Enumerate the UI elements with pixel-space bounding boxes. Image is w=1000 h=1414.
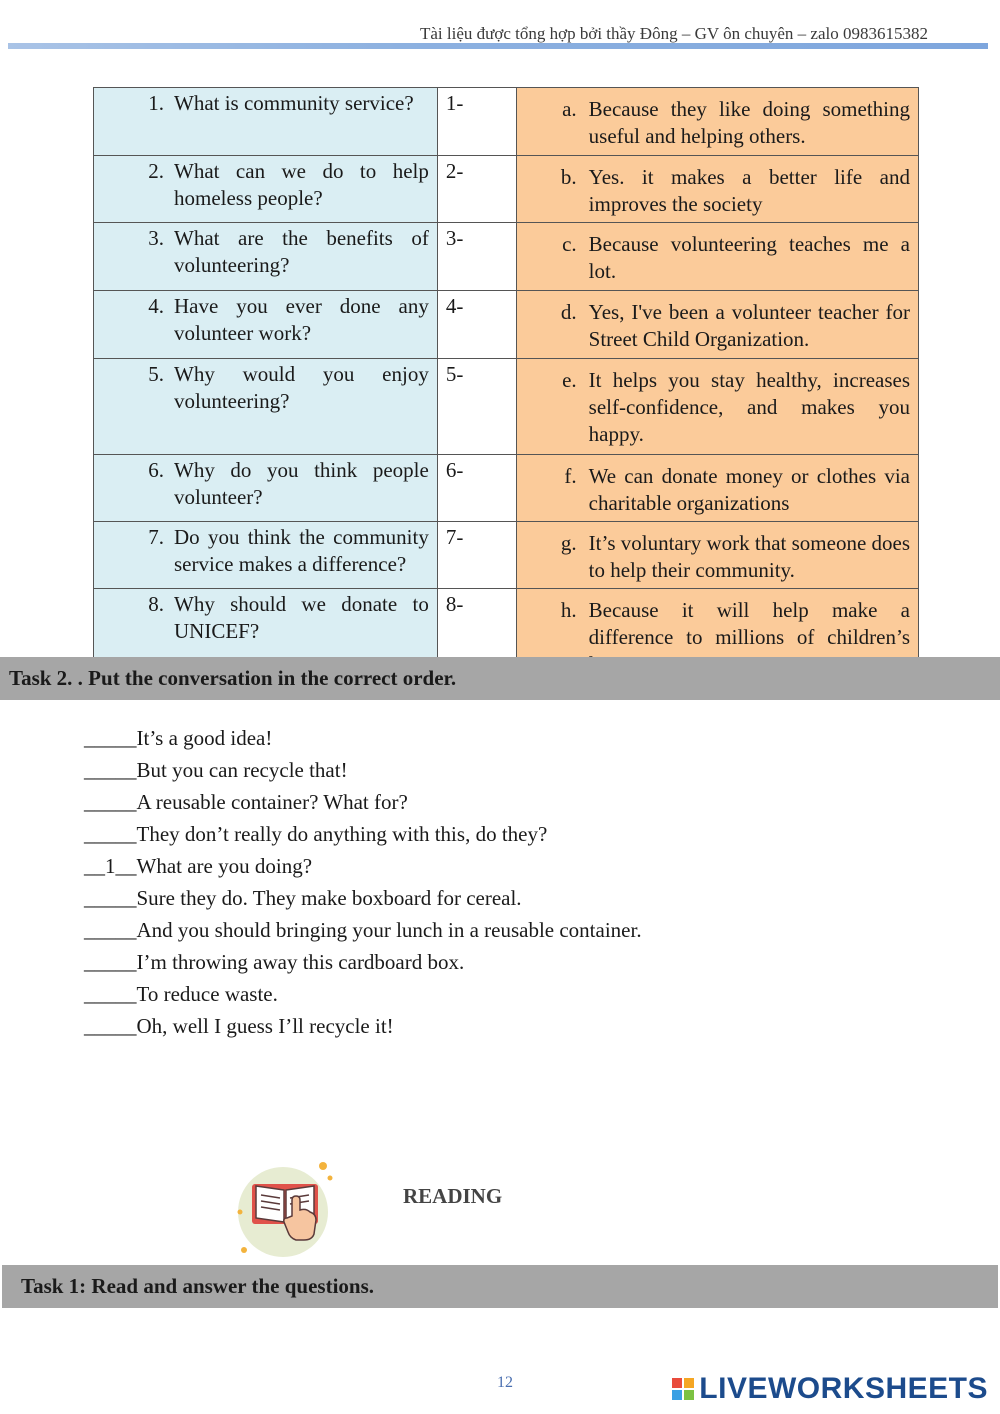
answer-text: Yes, I've been a volunteer teacher for Street Child Organization. — [588, 300, 910, 351]
question-number: 8. — [148, 592, 164, 616]
question-number: 4. — [148, 294, 164, 318]
answer-letter: f. — [564, 464, 577, 488]
question-text: Do you think the community service makes a difference? — [174, 525, 429, 576]
answer-slot-label: 7- — [445, 525, 464, 549]
answer-slot[interactable] — [437, 223, 516, 291]
answer-option-cell — [516, 522, 918, 589]
question-number: 7. — [148, 525, 164, 549]
question-text: Have you ever done any volunteer work? — [174, 294, 429, 345]
answer-slot-label: 6- — [445, 458, 464, 482]
conversation-line[interactable]: _____They don’t really do anything with this, do they? — [84, 822, 548, 846]
question-number: 3. — [148, 226, 164, 250]
conversation-line[interactable]: __1__What are you doing? — [84, 854, 313, 878]
conversation-line[interactable]: _____And you should bringing your lunch in a reusable container. — [84, 918, 642, 942]
matching-table — [93, 87, 919, 683]
question-cell — [94, 359, 438, 455]
conversation-line[interactable]: _____It’s a good idea! — [84, 726, 273, 750]
question-cell — [94, 223, 438, 291]
answer-slot-label: 5- — [445, 362, 464, 386]
answer-option-cell — [516, 359, 918, 455]
answer-slot[interactable] — [437, 359, 516, 455]
conversation-line[interactable]: _____I’m throwing away this cardboard box. — [84, 950, 465, 974]
task1-title: Task 1: Read and answer the questions. — [21, 1274, 375, 1298]
answer-option-cell — [516, 88, 918, 156]
answer-option-cell — [516, 156, 918, 223]
page-header-text: Tài liệu được tổng hợp bởi thầy Đông – GV ôn chuyên – zalo 0983615382 — [419, 24, 928, 43]
question-cell — [94, 522, 438, 589]
table-row — [94, 156, 919, 223]
table-row — [94, 88, 919, 156]
question-number: 5. — [148, 362, 164, 386]
conversation-line[interactable]: _____But you can recycle that! — [84, 758, 348, 782]
answer-text: Because volunteering teaches me a lot. — [588, 232, 910, 283]
answer-slot-label: 3- — [445, 226, 464, 250]
answer-text: Because it will help make a difference to millions of children’s — [588, 598, 910, 649]
answer-text: Because they like doing something useful and helping others. — [588, 97, 910, 148]
answer-slot[interactable] — [437, 522, 516, 589]
brand-name: LIVEWORKSHEETS — [699, 1372, 988, 1405]
question-text: What is community service? — [174, 91, 414, 115]
answer-text: Yes. it makes a better life and improves the society — [588, 165, 910, 216]
answer-text: It’s voluntary work that someone does to help their community. — [588, 531, 911, 582]
question-text: Why do you think people volunteer? — [174, 458, 429, 509]
question-cell — [94, 455, 438, 522]
answer-option-cell — [516, 291, 918, 359]
task2-title: Task 2. . Put the conversation in the correct order. — [9, 666, 457, 690]
page-number: 12 — [497, 1374, 513, 1391]
question-text: Why would you enjoy volunteering? — [174, 362, 429, 413]
answer-slot-label: 8- — [445, 592, 464, 616]
answer-letter: g. — [560, 531, 577, 555]
question-cell — [94, 156, 438, 223]
question-text: What can we do to help homeless people? — [174, 159, 429, 210]
liveworksheets-brand[interactable] — [672, 1372, 988, 1406]
open-book-hand-icon — [230, 1160, 340, 1260]
conversation-line[interactable]: _____Sure they do. They make boxboard for cereal. — [84, 886, 522, 910]
answer-option-cell — [516, 455, 918, 522]
answer-slot-label: 1- — [445, 91, 464, 115]
table-row — [94, 359, 919, 455]
question-text: Why should we donate to UNICEF? — [174, 592, 429, 643]
conversation-line[interactable]: _____A reusable container? What for? — [84, 790, 408, 814]
question-number: 2. — [148, 159, 164, 183]
answer-letter: a. — [562, 97, 577, 121]
table-row — [94, 291, 919, 359]
table-row — [94, 455, 919, 522]
question-number: 1. — [148, 91, 164, 115]
header-divider — [8, 43, 988, 49]
answer-slot[interactable] — [437, 88, 516, 156]
answer-slot-label: 2- — [445, 159, 464, 183]
answer-letter: c. — [562, 232, 577, 256]
answer-letter: d. — [560, 300, 577, 324]
question-text: What are the benefits of volunteering? — [174, 226, 429, 277]
answer-slot[interactable] — [437, 291, 516, 359]
conversation-list — [84, 722, 642, 1042]
answer-letter: h. — [560, 598, 577, 622]
table-row — [94, 223, 919, 291]
liveworksheets-logo-icon — [672, 1378, 694, 1400]
answer-slot[interactable] — [437, 455, 516, 522]
answer-slot-label: 4- — [445, 294, 464, 318]
answer-text: We can donate money or clothes via charitable organizations — [588, 464, 910, 515]
question-cell — [94, 291, 438, 359]
conversation-line[interactable]: _____Oh, well I guess I’ll recycle it! — [84, 1014, 394, 1038]
conversation-line[interactable]: _____To reduce waste. — [84, 982, 278, 1006]
task1-heading — [2, 1265, 998, 1308]
reading-section-title: READING — [403, 1184, 503, 1208]
answer-letter: b. — [560, 165, 577, 189]
question-number: 6. — [148, 458, 164, 482]
answer-slot[interactable] — [437, 156, 516, 223]
task2-heading — [0, 657, 1000, 700]
answer-text: It helps you stay healthy, increases self-confidence, and makes you happy. — [588, 368, 910, 446]
answer-letter: e. — [562, 368, 577, 392]
question-cell — [94, 88, 438, 156]
table-row — [94, 522, 919, 589]
answer-option-cell — [516, 223, 918, 291]
